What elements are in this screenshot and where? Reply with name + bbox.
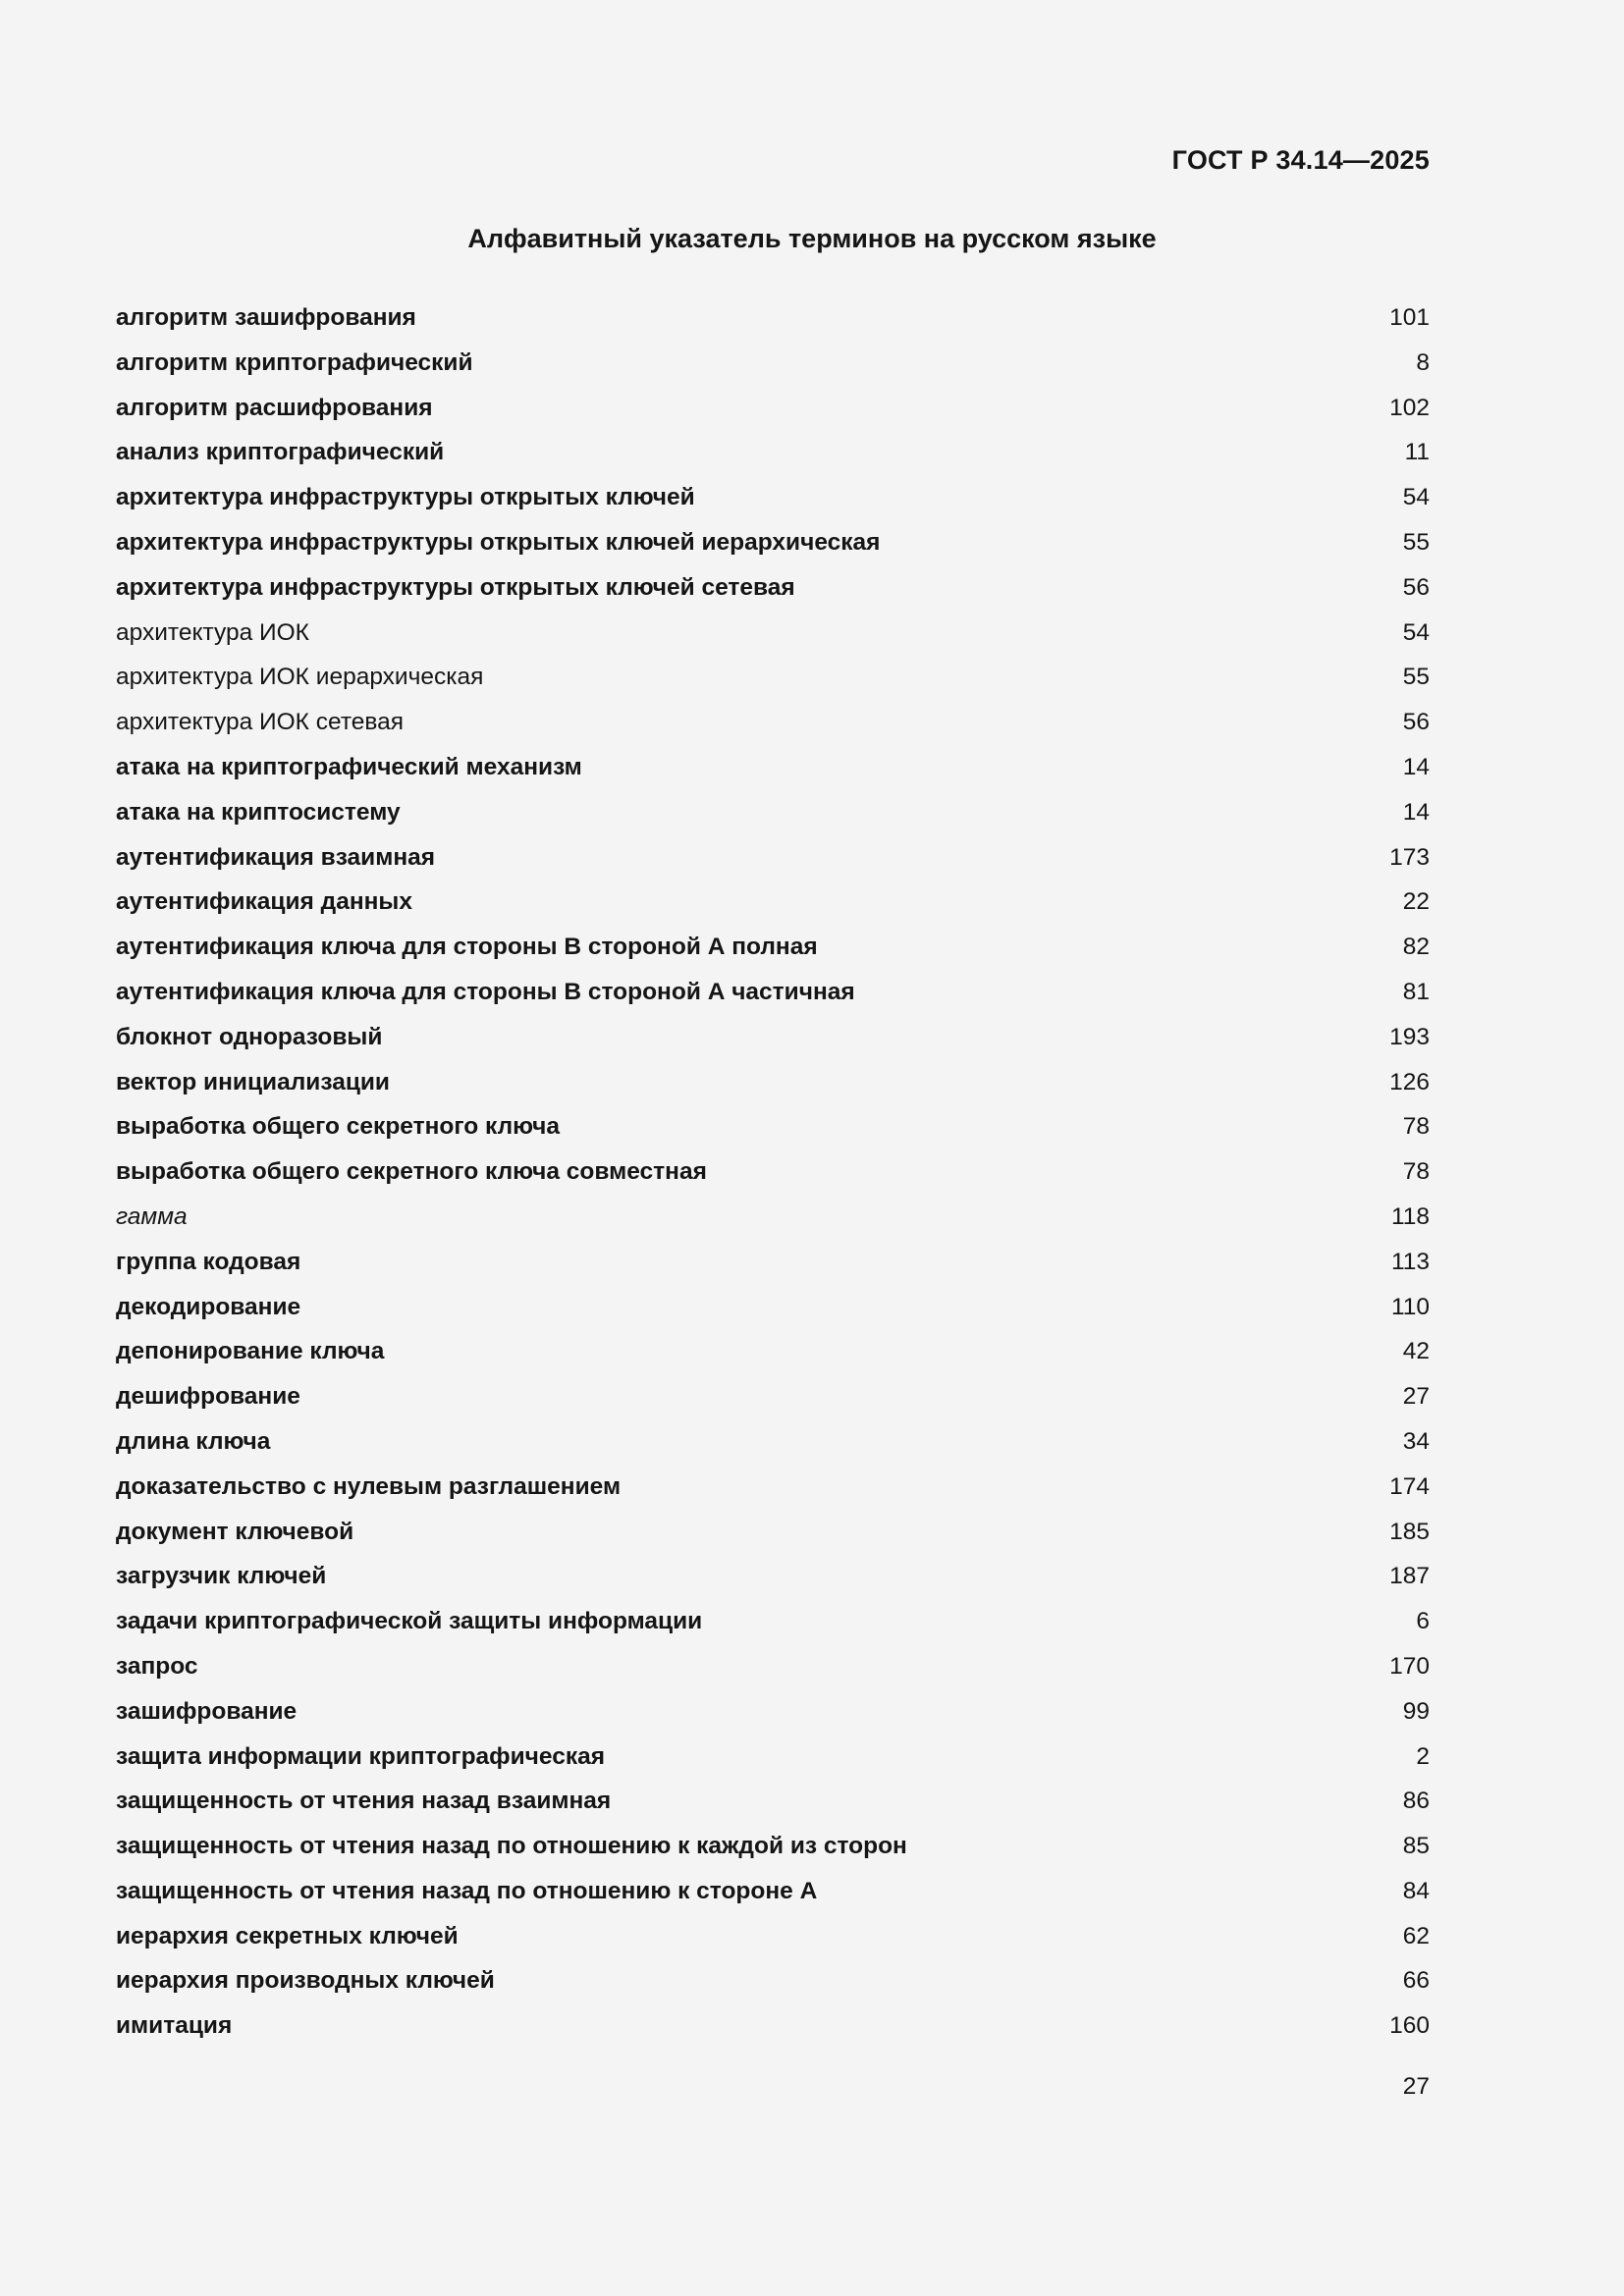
- index-term: архитектура ИОК сетевая: [116, 709, 405, 736]
- index-term: алгоритм криптографический: [116, 348, 473, 376]
- index-term: алгоритм зашифрования: [116, 304, 416, 331]
- index-term: блокнот одноразовый: [116, 1023, 383, 1050]
- index-entry: [116, 476, 1430, 521]
- index-term: атака на криптосистему: [116, 798, 401, 826]
- index-term-number: 66: [1402, 1967, 1430, 1995]
- index-term: зашифрование: [116, 1697, 298, 1725]
- index-term-number: 42: [1402, 1338, 1430, 1365]
- index-term: вектор инициализации: [116, 1068, 390, 1095]
- index-term-number: 54: [1402, 484, 1430, 511]
- index-term-number: 8: [1416, 348, 1430, 376]
- index-term: выработка общего секретного ключа: [116, 1113, 560, 1141]
- page-number: 27: [1402, 2073, 1430, 2100]
- index-term-number: 78: [1402, 1158, 1430, 1186]
- index-term-number: 102: [1389, 394, 1430, 421]
- index-entry: [116, 342, 1430, 387]
- index-term: архитектура инфраструктуры открытых ключей сетевая: [116, 573, 795, 601]
- index-term: анализ криптографический: [116, 439, 445, 466]
- index-term-number: 56: [1402, 709, 1430, 736]
- index-entry: [116, 881, 1430, 926]
- index-term: защита информации криптографическая: [116, 1742, 606, 1770]
- index-term-number: 85: [1402, 1833, 1430, 1860]
- index-entry: [116, 1330, 1430, 1375]
- index-term-number: 62: [1402, 1922, 1430, 1949]
- index-term-number: 81: [1402, 978, 1430, 1005]
- index-entry: [116, 1150, 1430, 1196]
- index-entry: [116, 1105, 1430, 1150]
- index-term: аутентификация ключа для стороны В стороной А полная: [116, 934, 818, 961]
- index-term-number: 86: [1402, 1788, 1430, 1815]
- index-term: документ ключевой: [116, 1518, 354, 1545]
- index-term: задачи криптографической защиты информации: [116, 1608, 703, 1635]
- index-entry: [116, 1466, 1430, 1511]
- index-term-number: 56: [1402, 573, 1430, 601]
- index-term-number: 126: [1389, 1068, 1430, 1095]
- document-code: ГОСТ Р 34.14—2025: [1171, 145, 1430, 175]
- index-entry: [116, 1420, 1430, 1466]
- index-term: длина ключа: [116, 1427, 271, 1455]
- index-entry: [116, 971, 1430, 1016]
- index-entry: [116, 387, 1430, 432]
- index-entry: [116, 431, 1430, 476]
- index-term: защищенность от чтения назад по отношению к каждой из сторон: [116, 1833, 907, 1860]
- index-term-number: 55: [1402, 528, 1430, 556]
- index-entry: [116, 1825, 1430, 1870]
- index-term-number: 6: [1416, 1608, 1430, 1635]
- index-term-number: 185: [1389, 1518, 1430, 1545]
- index-term: группа кодовая: [116, 1248, 301, 1275]
- index-term: аутентификация ключа для стороны В стороной А частичная: [116, 978, 855, 1005]
- index-term: архитектура инфраструктуры открытых ключей иерархическая: [116, 528, 881, 556]
- index-term-number: 78: [1402, 1113, 1430, 1141]
- index-term: декодирование: [116, 1293, 301, 1320]
- index-entry: [116, 1241, 1430, 1286]
- index-term: алгоритм расшифрования: [116, 394, 433, 421]
- index-term-number: 2: [1416, 1742, 1430, 1770]
- index-term: загрузчик ключей: [116, 1563, 327, 1590]
- index-term: иерархия секретных ключей: [116, 1922, 459, 1949]
- index-entry: [116, 836, 1430, 881]
- index-term-number: 160: [1389, 2012, 1430, 2040]
- index-entry: [116, 1915, 1430, 1960]
- index-entry: [116, 1600, 1430, 1645]
- index-term-number: 11: [1404, 439, 1430, 466]
- index-term-number: 34: [1402, 1427, 1430, 1455]
- index-entry: [116, 1735, 1430, 1781]
- index-entry: [116, 1870, 1430, 1915]
- index-term: аутентификация взаимная: [116, 843, 436, 871]
- index-term: архитектура ИОК: [116, 618, 309, 646]
- index-title: Алфавитный указатель терминов на русском языке: [467, 224, 1157, 253]
- index-entry: [116, 1375, 1430, 1420]
- index-term: аутентификация данных: [116, 888, 412, 916]
- index-entry: [116, 1016, 1430, 1061]
- index-term-number: 14: [1402, 753, 1430, 780]
- index-term-number: 55: [1402, 664, 1430, 691]
- index-entry: [116, 1690, 1430, 1735]
- index-entry: [116, 1555, 1430, 1600]
- index-term-number: 170: [1389, 1652, 1430, 1680]
- index-term: атака на криптографический механизм: [116, 753, 582, 780]
- index-term: архитектура ИОК иерархическая: [116, 664, 484, 691]
- index-term: гамма: [116, 1202, 188, 1230]
- index-entry: [116, 1780, 1430, 1825]
- index-term-number: 82: [1402, 934, 1430, 961]
- term-index-list: [116, 296, 1430, 2050]
- index-term-number: 173: [1389, 843, 1430, 871]
- index-entry: [116, 1511, 1430, 1556]
- index-term-number: 113: [1390, 1248, 1430, 1275]
- index-entry: [116, 612, 1430, 657]
- index-entry: [116, 1061, 1430, 1106]
- index-entry: [116, 926, 1430, 971]
- index-entry: [116, 701, 1430, 746]
- index-term-number: 187: [1389, 1563, 1430, 1590]
- index-entry: [116, 566, 1430, 612]
- index-term: доказательство с нулевым разглашением: [116, 1472, 622, 1500]
- index-entry: [116, 2004, 1430, 2050]
- index-term-number: 110: [1390, 1293, 1430, 1320]
- index-term-number: 118: [1390, 1202, 1430, 1230]
- index-term: выработка общего секретного ключа совместная: [116, 1158, 707, 1186]
- index-entry: [116, 1196, 1430, 1241]
- index-term-number: 101: [1389, 304, 1430, 331]
- index-entry: [116, 656, 1430, 701]
- index-term-number: 193: [1389, 1023, 1430, 1050]
- index-term: иерархия производных ключей: [116, 1967, 495, 1995]
- index-term-number: 54: [1402, 618, 1430, 646]
- index-term-number: 27: [1402, 1383, 1430, 1411]
- index-term-number: 14: [1402, 798, 1430, 826]
- index-entry: [116, 1959, 1430, 2004]
- index-term-number: 22: [1402, 888, 1430, 916]
- index-entry: [116, 791, 1430, 836]
- index-entry: [116, 1286, 1430, 1331]
- index-term: дешифрование: [116, 1383, 300, 1411]
- index-entry: [116, 296, 1430, 342]
- index-entry: [116, 746, 1430, 791]
- index-term-number: 84: [1402, 1877, 1430, 1904]
- index-term: архитектура инфраструктуры открытых ключей: [116, 484, 695, 511]
- index-term-number: 174: [1389, 1472, 1430, 1500]
- index-entry: [116, 1645, 1430, 1690]
- index-term: защищенность от чтения назад по отношению к стороне А: [116, 1877, 818, 1904]
- index-term: защищенность от чтения назад взаимная: [116, 1788, 612, 1815]
- index-term: запрос: [116, 1652, 198, 1680]
- index-term-number: 99: [1402, 1697, 1430, 1725]
- index-term: депонирование ключа: [116, 1338, 385, 1365]
- index-entry: [116, 521, 1430, 566]
- index-term: имитация: [116, 2012, 233, 2040]
